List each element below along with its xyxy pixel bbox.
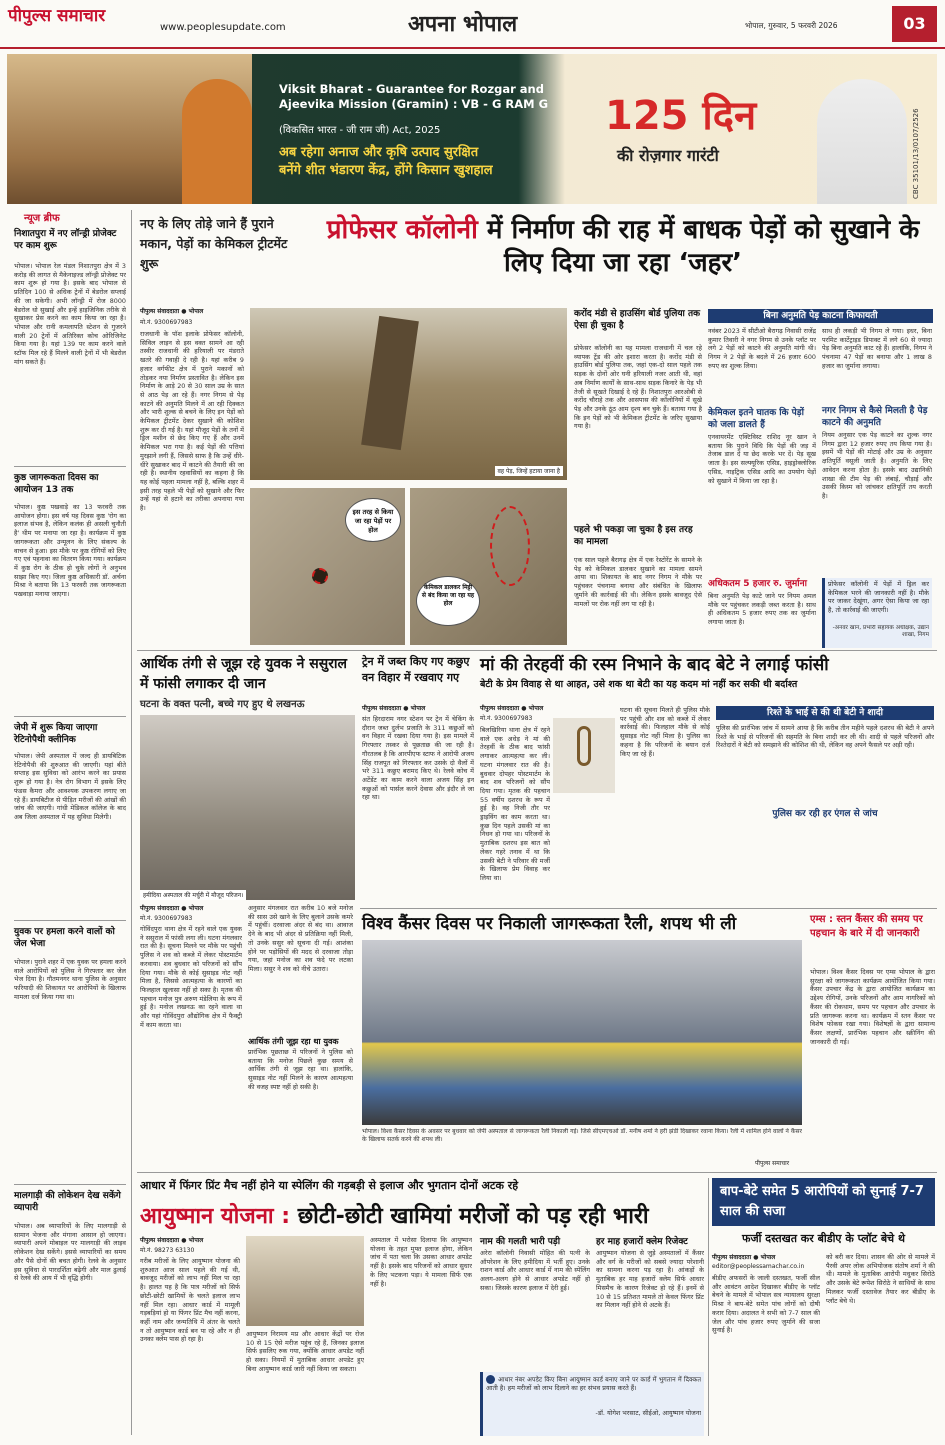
story2-subhead: आर्थिक तंगी जूझ रहा था युवक	[248, 1037, 339, 1046]
brief-4-headline[interactable]: युवक पर हमला करने वालों को जेल भेजा	[14, 927, 115, 949]
story6-headline-rest: छोटी-छोटी खामियां मरीजों को पड़ रही भारी	[290, 1204, 649, 1229]
story1-byline: पीपुल्स संवाददाता ● भोपाल	[140, 308, 204, 315]
story6-subhead-1: नाम की गलती भारी पड़ी	[480, 1237, 561, 1247]
news-brief-tag: न्यूज ब्रीफ	[24, 213, 60, 224]
story6-quote-text: आधार नंबर अपडेट किए बिना आयुष्मान कार्ड बनाए जाने पर कार्ड में भुगतान में दिक्कत आती है। हम मरीजों को लाभ दिलाने का हर संभव प्रयास करते हैं।	[486, 1375, 701, 1393]
tree-trunk	[361, 316, 419, 450]
story2-body-col2: अनुसार मंगलवार रात करीब 10 बजे मनोज की सास उसे खाने के लिए बुलाने उसके कमरे में पहुंचीं। दरवाजा अंदर से बंद था। आवाज देने के बाद भी अंदर से प्रतिक्रिया नहीं मिली, तो उनके ससुर को सूचना दी गई। आशंका होने पर पड़ोसियों की मदद से दरवाजा तोड़ा गया, जहां मनोज का शव फंदे पर लटका मिला। ससुर ने शव को नीचे उतारा।	[248, 904, 353, 973]
brief-5-body: भोपाल। अब व्यापारियों के लिए मालगाड़ी से सामान भेजना और मंगाना आसान हो जाएगा। व्यापारी अपने मोबाइल पर मालगाड़ी की लाइव लोकेशन देख सकेंगे। इससे व्यापारियों का समय और पैसे दोनों की बचत होगी। रेलवे के अनुसार इस सुविधा से पारदर्शिता बढ़ेगी और माल ढुलाई से रेलवे की आय में भी वृद्धि होगी।	[14, 1222, 126, 1283]
story6-body-col2: आयुष्मान निरामय मप्र और आधार केंद्रों पर रोज 10 से 15 ऐसे मरीज पहुंच रहे हैं, जिनका इलाज सिर्फ इसलिए रुक गया, क्योंकि आधार अपडेट नहीं हो सका। नियमों में मुताबिक आधार अपडेट हुए बिना आयुष्मान कार्ड जारी नहीं किया जा सकता।	[246, 1330, 364, 1373]
story1-body: राजधानी के पॉश इलाके प्रोफेसर कॉलोनी, सिविल लाइन से इस वक्त सामने आ रही तस्वीर राजधानी की हरियाली पर मंडराते खतरे की गवाही दे रही है। यहां करीब 9 हजार वर्गफीट क्षेत्र में पुराने मकानों को तोड़कर नया निर्माण प्रस्तावित है। लेकिन इस निर्माण के आड़े 20 से 30 साल उम्र के सात से आठ पेड़ आ रहे हैं। नगर निगम से पेड़ काटने की अनुमति मिलने में आ रही दिक्कत और भारी शुल्क से बचने के लिए इन पेड़ों को केमिकल ट्रीटमेंट देकर सुखाने की कोशिश शुरू कर दी गई है। यहां मौजूद पेड़ों के तनों में ड्रिल मशीन से छेद किए गए हैं और उनमें केमिकल भरा गया है। कई पेड़ों की पत्तियां मुरझाने लगी हैं, जिससे साफ है कि उन्हें धीरे-धीरे सुखाकर बाद में काटने की तैयारी की जा रही है। स्थानीय रहवासियों का कहना है कि यह कोई पहला मामला नहीं है, बल्कि शहर में इसी तरह पहले भी पेड़ों को सुखाने और फिर उन्हें यहां से हटाने का तरीका अपनाया गया है।	[140, 330, 244, 513]
story4-mobile: मो.नं. 9300697983	[480, 715, 533, 722]
story5-headline[interactable]: विश्व कैंसर दिवस पर निकाली जागरूकता रैली, शपथ भी ली	[362, 914, 737, 934]
story6-body-col4: अरेरा कॉलोनी निवासी मोहित की पत्नी के ऑपरेशन के लिए हमीदिया में भर्ती हुए। उनके राशन कार्ड और आधार कार्ड में नाम की स्पेलिंग अलग-अलग होने से आधार अपडेट नहीं हो सका। जिसके कारण इलाज में देरी हुई।	[480, 1249, 590, 1292]
section-divider	[137, 650, 937, 651]
story6-byline: पीपुल्स संवाददाता ● भोपाल	[140, 1237, 204, 1244]
newspaper-logo: पीपुल्स समाचार	[8, 6, 106, 26]
story5-side-headline[interactable]: एम्स : स्तन कैंसर की समय पर पहचान के बारे में दी जानकारी	[810, 914, 923, 939]
issue-date: भोपाल, गुरुवार, 5 फरवरी 2026	[745, 21, 838, 30]
column-divider	[131, 210, 132, 1435]
story6-body-col3: अस्पताल में भरोसा दिलाया कि आयुष्मान योजना के तहत मुफ्त इलाज होगा, लेकिन जांच में पता चला कि उसका आधार अपडेट नहीं है। इसके बाद परिजनों को आधार सुधार के लिए भटकना पड़ा। ये मामला सिर्फ एक नहीं है।	[370, 1236, 472, 1288]
fine-body: बिना अनुमति पेड़ काटे जाने पर नियम अमल मौके पर पहुंचकर लकड़ी जब्त करता है। साथ ही अधिकतम 5 हजार रुपए तक का जुर्माना लगाया जाता है।	[708, 592, 816, 627]
sealed-hole-marker	[490, 506, 530, 586]
story2-subheadline: घटना के वक्त पत्नी, बच्चे गए हुए थे लखनऊ	[140, 699, 305, 710]
annotation-bubble-1: इस तरह से किया जा रहा पेड़ों पर होल	[345, 498, 401, 542]
story2-headline[interactable]: आर्थिक तंगी से जूझ रहे युवक ने ससुराल में फांसी लगाकर दी जान	[140, 656, 348, 692]
story2-photo-caption: हमीदिया अस्पताल की मर्चुरी में मौजूद परिजन।	[140, 890, 246, 900]
story7-headline[interactable]: बाप-बेटे समेत 5 आरोपियों को सुनाई 7-7 साल की सजा	[712, 1178, 935, 1226]
story1-col3-subhead: पहले भी पकड़ा जा चुका है इस तरह का मामला	[574, 525, 693, 547]
story1-sealed-hole-photo[interactable]	[410, 488, 567, 645]
story1-col3-body: प्रोफेसर कॉलोनी का यह मामला राजधानी में चल रहे व्यापक ट्रेंड की ओर इशारा करता है। करोंद मंडी से हाउसिंग बोर्ड पुलिया तक, जहां एक-दो साल पहले तक सड़क के दोनों ओर घनी हरियाली नजर आती थी, वहां अब निर्माण कार्यों के साथ-साथ सड़क किनारे के पेड़ भी तेजी से सूखते दिखाई दे रहे हैं। निशातपुरा आरओबी से करोंद चौराहे तक और आसपास की कॉलोनियों में सूखे पेड़ और उनके ठूंठ आम दृश्य बन चुके हैं। बताया गया है कि इन पेड़ों को भी केमिकल ट्रीटमेंट के जरिए सुखाया गया है।	[574, 344, 702, 431]
story6-body-col5: आयुष्मान योजना से जुड़े अस्पतालों में कैंसर और वर्ग के मरीजों को सबसे ज्यादा परेशानी का सामना करना पड़ रहा है। आंकड़ों के मुताबिक हर माह हजारों क्लेम सिर्फ आधार मिसमैच के कारण रिजेक्ट हो रहे हैं। इनमें से 10 से 15 प्रतिशत मामले तो केवल फिंगर प्रिंट का मिलान नहीं होने से अटके हैं।	[596, 1249, 704, 1310]
story6-quote	[486, 1375, 701, 1409]
story4-body: बिलखिरिया थाना क्षेत्र में रहने वाले एक अधेड़ ने मां की तेरहवीं के ठीक बाद फांसी लगाकर आत्महत्या कर ली। घटना मंगलवार रात की है। बुधवार दोपहर पोस्टमार्टम के बाद शव परिजनों को सौंप दिया गया। मृतक की पहचान 55 वर्षीय दशरथ के रूप में हुई है। वह निजी तौर पर ड्राइविंग का काम करता था। कुछ दिन पहले उसकी मां का निधन हो गया था। परिजनों के मुताबिक दशरथ इस बात को लेकर गहरे तनाव में था कि उसकी बेटी ने परिवार की मर्जी के खिलाफ प्रेम विवाह कर लिया था।	[480, 726, 550, 882]
story1-headline-highlight: प्रोफेसर कॉलोनी	[326, 215, 478, 245]
story4-body-col2: घटना की सूचना मिलते ही पुलिस मौके पर पहुंची और शव को कब्जे में लेकर कार्रवाई की। फिलहाल मौके से कोई सुसाइड नोट नहीं मिला है। पुलिस का कहना है कि परिजनों के बयान दर्ज किए जा रहे हैं।	[620, 706, 710, 758]
story5-side-body: भोपाल। विश्व कैंसर दिवस पर एम्स भोपाल के द्वारा सुरक्षा को जागरूकता कार्यक्रम आयोजित किया गया। कैंसर उपचार केंद्र के द्वारा आयोजित कार्यक्रम का उद्देश्य रोगियों, उनके परिजनों और आम नागरिकों को कैंसर की रोकथाम, समय पर पहचान और उपचार के प्रति जागरूक करना था। कार्यक्रम में स्तन कैंसर पर विशेष फोकस रखा गया। विशेषज्ञों के द्वारा सामान्य कैंसर लक्षणों, प्रारंभिक पहचान और स्क्रीनिंग की जानकारी दी गई।	[810, 968, 935, 1046]
story1-quote-author: -अनवर खान, प्रभारी सहायक अधीक्षक, उद्यान शाखा, निगम	[832, 625, 929, 638]
story3-headline[interactable]: ट्रेन में जब्त किए गए कछुए वन विहार में रखवाए गए	[362, 655, 470, 684]
section-divider	[360, 908, 937, 909]
story4-box-body: पुलिस की प्रारंभिक जांच में सामने आया है कि करीब तीन महीने पहले दशरथ की बेटी ने अपने रिश्ते के भाई से परिजनों की सहमति के बिना शादी कर ली थी। शादी से पहले परिजनों और रिश्तेदारों ने बेटी को समझाने की कोशिश की थी, लेकिन वह अपने फैसले पर अड़ी रही।	[716, 724, 934, 750]
story7-byline: पीपुल्स संवाददाता ● भोपाल	[712, 1254, 776, 1261]
ad-cbc-code: CBC 35101/13/0107/2526	[912, 108, 920, 199]
story3-body: संत हिरदाराम नगर स्टेशन पर ट्रेन में चेकिंग के दौरान जब्त दुर्लभ प्रजाति के 311 कछुओं को वन विहार में रखवा दिया गया है। इस मामले में गिरफ्तार तस्कर से पूछताछ की जा रही है। गौरतलब है कि आरपीएफ स्टाफ ने आरोपी अजय सिंह राजपूत को गिरफ्तार कर उसके दो थैलों में भरे 311 कछुए बरामद किए थे। रेलवे कोच में अटेंडेंट का काम करने वाला अजय सिंह इन कछुओं को पार्सल करने देवास और इंदौर ले जा रहा था।	[362, 715, 474, 802]
brief-3-headline[interactable]: जेपी में शुरू किया जाएगा रेटिनोपैथी क्लीनिक	[14, 723, 98, 745]
story3-byline: पीपुल्स संवाददाता ● भोपाल	[362, 705, 426, 712]
ad-subtitle: (विकसित भारत - जी राम जी) Act, 2025	[279, 125, 441, 136]
story7-body: बीडीए अफसरों के जाली दस्तखत, फर्जी सील और आवंटन आदेश दिखाकर बीडीए के प्लॉट बेचने के मामले में भोपाल सत्र न्यायालय सुरक्षा मिश्रा ने बाप-बेटे समेत पांच लोगों को दोषी करार दिया। अदालत ने सभी को 7-7 साल की जेल और पांच हजार रुपए जुर्माने की सजा सुनाई है।	[712, 1274, 820, 1335]
story1-col5-subhead: नगर निगम से कैसे मिलती है पेड़ काटने की अनुमति	[822, 406, 928, 428]
story2-photo[interactable]	[140, 715, 355, 900]
story6-photo[interactable]	[246, 1236, 364, 1326]
brief-divider	[14, 1184, 126, 1185]
brief-3-body: भोपाल। जेपी अस्पताल में जल्द ही डायबिटिक रेटिनोपैथी की शुरुआत की जाएगी। यहां बीते सप्ताह इस सुविधा को आरंभ करने का प्रयास शुरू हो गया है। नेत्र रोग विभाग में इसके लिए फंडस कैमरा और आवश्यक उपकरण लगाए जा रहे हैं। डायबिटीज से पीड़ित मरीजों की आंखों की जांच की जाएगी। गांधी मेडिकल कॉलेज के बाद अब जिला अस्पताल में यह सुविधा मिलेगी।	[14, 752, 126, 821]
brief-1-headline[interactable]: निशातपुरा में नए लॉन्ड्री प्रोजेक्ट पर काम शुरू	[14, 229, 117, 251]
story1-box-subhead: केमिकल इतने घातक कि पेड़ों को जला डालते हैं	[708, 408, 804, 430]
story6-kicker: आधार में फिंगर प्रिंट मैच नहीं होने या स्पेलिंग की गड़बड़ी से इलाज और भुगतान दोनों अटक रहे	[140, 1179, 519, 1192]
story1-headline-rest: में निर्माण की राह में बाधक पेड़ों को सुखाने के लिए दिया जा रहा ‘जहर’	[477, 215, 920, 278]
story1-headline[interactable]	[318, 214, 928, 280]
story1-photo-caption: वह पेड़, जिन्हें हटाया जाना है	[495, 466, 563, 476]
story1-col3-headline: करोंद मंडी से हाउसिंग बोर्ड पुलिया तक ऐसा ही चुका है	[574, 309, 701, 331]
brief-5-headline[interactable]: मालगाड़ी की लोकेशन देख सकेंगे व्यापारी	[14, 1191, 121, 1213]
story1-box-headline: बिना अनुमति पेड़ काटना किफायती	[708, 309, 933, 323]
story6-subhead-2: हर माह हजारों क्लेम रिजेक्ट	[596, 1237, 688, 1247]
quote-icon	[486, 1375, 495, 1384]
story2-mobile: मो.नं. 9300697983	[140, 915, 193, 922]
brief-divider	[14, 920, 126, 921]
noose-illustration	[553, 718, 615, 793]
ad-line-1: अब रहेगा अनाज और कृषि उत्पाद सुरक्षित	[279, 145, 479, 160]
brief-4-body: भोपाल। पुराने शहर में एक युवक पर हमला करने वाले आरोपियों को पुलिस ने गिरफ्तार कर जेल भेज दिया है। गौतमनगर थाना पुलिस के अनुसार फरियादी की शिकायत पर आरोपियों के खिलाफ मामला दर्ज किया गया था।	[14, 958, 126, 1001]
story6-headline[interactable]	[140, 1200, 700, 1230]
ad-125-days: 125 दिन	[605, 93, 757, 139]
story1-quote: प्रोफेसर कॉलोनी में पेड़ों में ड्रिल कर केमिकल भरने की जानकारी नहीं है। मौके पर जाकर देखूंगा, अगर ऐसा किया जा रहा है, तो कार्रवाई की जाएगी।	[828, 580, 929, 615]
section-title: अपना भोपाल	[408, 12, 518, 37]
website-url[interactable]: www.peoplesupdate.com	[160, 22, 286, 33]
story1-box-body2: एनवायरमेंट एक्टिविस्ट राशिद नूर खान ने बताया कि पुराने विधि कि पेड़ों की जड़ में तेजाब डाल दें या छेद करके भर दें। पेड़ सूख जाता है। इस सल्फ्यूरिक एसिड, हाइड्रोक्लोरिक एसिड, नाइट्रिक एसिड आदि का उपयोग पेड़ों को सुखाने में किया जा रहा है।	[708, 433, 816, 485]
brief-divider	[14, 466, 126, 467]
government-ad-banner[interactable]	[7, 54, 937, 204]
story2-body: गोविंदपुरा थाना क्षेत्र में रहने वाले एक युवक ने ससुराल में फांसी लगा ली। घटना मंगलवार रात की है। सूचना मिलने पर मौके पर पहुंची पुलिस ने शव को कब्जे में लेकर पोस्टमार्टम करवाया। शव बुधवार को परिजनों को सौंप दिया गया। मौके से कोई सुसाइड नोट नहीं मिला है, जिससे आत्महत्या के कारणों का फिलहाल खुलासा नहीं हो सका है। मृतक की पहचान मनोज पुत्र अरुण मंडेलिया के रूप में हुई है। मनोज लखनऊ का रहने वाला था और यहां गोविंदपुरा औद्योगिक क्षेत्र में फैक्ट्री में काम करता था।	[140, 925, 242, 1029]
story4-subheadline: बेटी के प्रेम विवाह से था आहत, उसे शक था बेटी का यह कदम मां नहीं कर सकी थी बर्दाश्त	[480, 679, 798, 690]
story5-credit: पीपुल्स समाचार	[755, 1160, 790, 1167]
story6-body: गरीब मरीजों के लिए आयुष्मान योजना की शुरुआत आज साल पहले की गई थी, बावजूद मरीजों को लाभ नहीं मिल पा रहा है। हालत यह है कि पात्र मरीजों को सिर्फ छोटी-छोटी खामियों के चलते इलाज लाभ नहीं मिल रहा। आधार कार्ड में मामूली गड़बड़ियां हो या फिंगर प्रिंट मैच नहीं करना, कहीं नाम और जन्मतिथि में अंतर के चलते न तो आयुष्मान कार्ड बन पा रहे और न ही उनका क्लेम पास हो रहा है।	[140, 1257, 240, 1344]
masthead-rule	[0, 47, 945, 49]
story7-email[interactable]: editor@peoplessamachar.co.in	[712, 1263, 805, 1270]
brief-2-headline[interactable]: कुष्ठ जागरूकता दिवस का आयोजन 13 तक	[14, 473, 99, 495]
story4-subhead: पुलिस कर रही हर एंगल से जांच	[772, 809, 878, 819]
story6-quote-box	[480, 1372, 704, 1436]
section-divider	[137, 1172, 937, 1173]
story6-quote-author: -डॉ. योगेश भरसाट, सीईओ, आयुष्मान योजना	[595, 1409, 701, 1417]
noose-icon	[577, 726, 591, 766]
story1-quote-box	[822, 578, 932, 648]
story1-deck: नए के लिए तोड़े जाने हैं पुराने मकान, पेड़ों का केमिकल ट्रीटमेंट शुरू	[140, 216, 288, 271]
story4-box-headline: रिश्ते के भाई से की थी बेटी ने शादी	[716, 706, 934, 720]
story2-byline: पीपुल्स संवाददाता ● भोपाल	[140, 905, 204, 912]
story7-subheadline: फर्जी दस्तखत कर बीडीए के प्लॉट बेचे थे	[741, 1232, 906, 1245]
story7-body-col2: को बरी कर दिया। शासन की ओर से मामले में पैरवी अपर लोक अभियोजक संतोष शर्मा ने की थी। मामले के मुताबिक आरोपी मधुकर सिरोठे और उसके बेटे रूपेश सिरोठे ने साथियों के साथ मिलकर फर्जी दस्तावेज तैयार कर बीडीए के प्लॉट बेचे थे।	[826, 1253, 935, 1305]
page-number: 03	[892, 6, 937, 42]
ad-line-2: बनेंगे शीत भंडारण केंद्र, होंगे किसान खुशहाल	[279, 163, 493, 178]
story6-headline-highlight: आयुष्मान योजना :	[140, 1204, 291, 1229]
brief-1-body: भोपाल। भोपाल रेल मंडल निशातपुरा क्षेत्र में 3 करोड़ की लागत से मैकेनाइज्ड लॉन्ड्री प्रोजेक्ट पर काम शुरू हो गया है। इसके बाद भोपाल से प्रतिदिन 100 से अधिक ट्रेनों में बेडरोल सप्लाई की जा सकेगी। अभी लॉन्ड्री में रोज 8000 बेडरोल धो सुखाई और इन्हें हाइजिनिक तरीके से सुखाकर प्रेस करने का काम किया जा रहा है। भोपाल और रानी कमलापति स्टेशन से गुजरने वाली 20 ट्रेनों में अतिरिक्त कोच ओरिजिनेट किया गया है। यहां 139 पर काम करने वाले स्टॉफ मिल रहे हैं मिलने वाली ट्रेनों में भी बेडरोल मांग सकते हैं।	[14, 262, 126, 366]
story1-col5-body2: नियम अनुसार एक पेड़ काटने का शुल्क नगर निगम द्वारा 12 हजार रुपए तय किया गया है। इसमें भी पेड़ों की मोटाई और उम्र के अनुसार क्षतिपूर्ति वसूली जाती है। अनुमति के लिए आवेदन करना होता है। इसके बाद उद्यानिकी शाखा की टीम पेड़ की लंबाई, चौड़ाई और उसकी किस्म को जांचकर क्षतिपूर्ति तय करती है।	[822, 431, 932, 500]
drill-hole	[312, 568, 328, 584]
brief-2-body: भोपाल। कुष्ठ पखवाड़े का 13 फरवरी तक आयोजन होगा। इस वर्ष यह दिवस कुष्ठ 'रोग का इलाज संभव है, लेकिन कलंक ही असली चुनौती है' थीम पर मनाया जा रहा है। कार्यक्रम में कुष्ठ जागरूकता और उन्मूलन के लिए संकल्प के वाचन से हुआ। इस मौके पर कुष्ठ रोगियों को लिए गए एवं पहनावा का वितरण किया गया। कार्यक्रम में कुष्ठ रोग के ठीक हो चुके लोगों ने अनुभव साझा किए गए। जिला कुष्ठ अधिकारी डॉ. अर्चना मिश्रा ने बताया कि 13 फरवरी तक जागरूकता पखवाड़ा मनाया जाएगा।	[14, 503, 126, 599]
ad-guarantee-text: की रोज़गार गारंटी	[617, 146, 719, 165]
story6-mobile: मो.नं. 98273 63130	[140, 1247, 195, 1254]
fine-headline: अधिकतम 5 हजार रु. जुर्माना	[708, 579, 807, 589]
ad-farmer-figure	[182, 79, 252, 204]
story5-rally-photo[interactable]	[362, 940, 802, 1125]
annotation-bubble-2: केमिकल डालकर मिट्टी से बंद किया जा रहा यह होल	[416, 576, 480, 626]
column-divider	[708, 1178, 709, 1436]
story4-headline[interactable]: मां की तेरहवीं की रस्म निभाने के बाद बेटे ने लगाई फांसी	[480, 655, 829, 675]
story5-caption: भोपाल। विश्व कैंसर दिवस के अवसर पर बुधवार को जेपी अस्पताल से जागरूकता रैली निकाली गई। जिसे सीएमएचओ डॉ. मनीष शर्मा ने हरी झंडी दिखाकर रवाना किया। रैली में शामिल होने वालों ने कैंसर के खिलाफ सतर्क करने की शपथ ली।	[362, 1128, 802, 1143]
story1-col5-body: साथ ही लकड़ी भी निगम ले गया। इधर, बिना परमिट कार्टेट्राइड डिपाक्ट में लगे 60 से ज्यादा पेड़ बिना अनुमति काट रहे हैं। हालांकि, निगम ने पंचनामा 47 पेड़ों का बनाया और 1 लाख 8 हजार का जुर्माना लगाया।	[822, 327, 932, 370]
story4-byline: पीपुल्स संवाददाता ● भोपाल	[480, 705, 544, 712]
story1-box-body: नवंबर 2023 में सीटीओ बैरागढ़ निवासी राजेंद्र कुमार तिवारी ने नगर निगम से उनके प्लॉट पर लगे 2 पेड़ों को काटने की अनुमति मांगी थी। निगम ने 2 पेड़ों के बदले में 26 हजार 600 रुपए का शुल्क लिया।	[708, 327, 816, 370]
story1-drill-hole-photo[interactable]	[250, 488, 405, 645]
brief-divider	[14, 716, 126, 717]
story1-trees-photo[interactable]	[250, 308, 567, 480]
story1-mobile: मो.नं. 9300697983	[140, 319, 193, 326]
story2-body-col3: प्रारंभिक पूछताछ में परिजनों ने पुलिस को बताया कि मनोज पिछले कुछ समय से आर्थिक तंगी से जूझ रहा था। हालांकि, सुसाइड नोट नहीं मिलने के कारण आत्महत्या की वजह स्पष्ट नहीं हो सकी है।	[248, 1048, 353, 1091]
ad-portrait	[817, 79, 907, 204]
ad-title: Viksit Bharat - Guarantee for Rozgar and Ajeevika Mission (Gramin) : VB - G RAM G	[279, 82, 549, 111]
story1-col3-body2: एक साल पहले बैरागढ़ क्षेत्र में एक रेस्टोरेंट के सामने के पेड़ को केमिकल डालकर सुखाने का मामला सामने आया था। शिकायत के बाद नगर निगम ने मौके पर पहुंचकर पंचनामा बनाया और संबंधित के खिलाफ जुर्माने की कार्रवाई की थी। लेकिन इसके बावजूद ऐसे मामलों पर रोक नहीं लग पा रही है।	[574, 556, 702, 608]
